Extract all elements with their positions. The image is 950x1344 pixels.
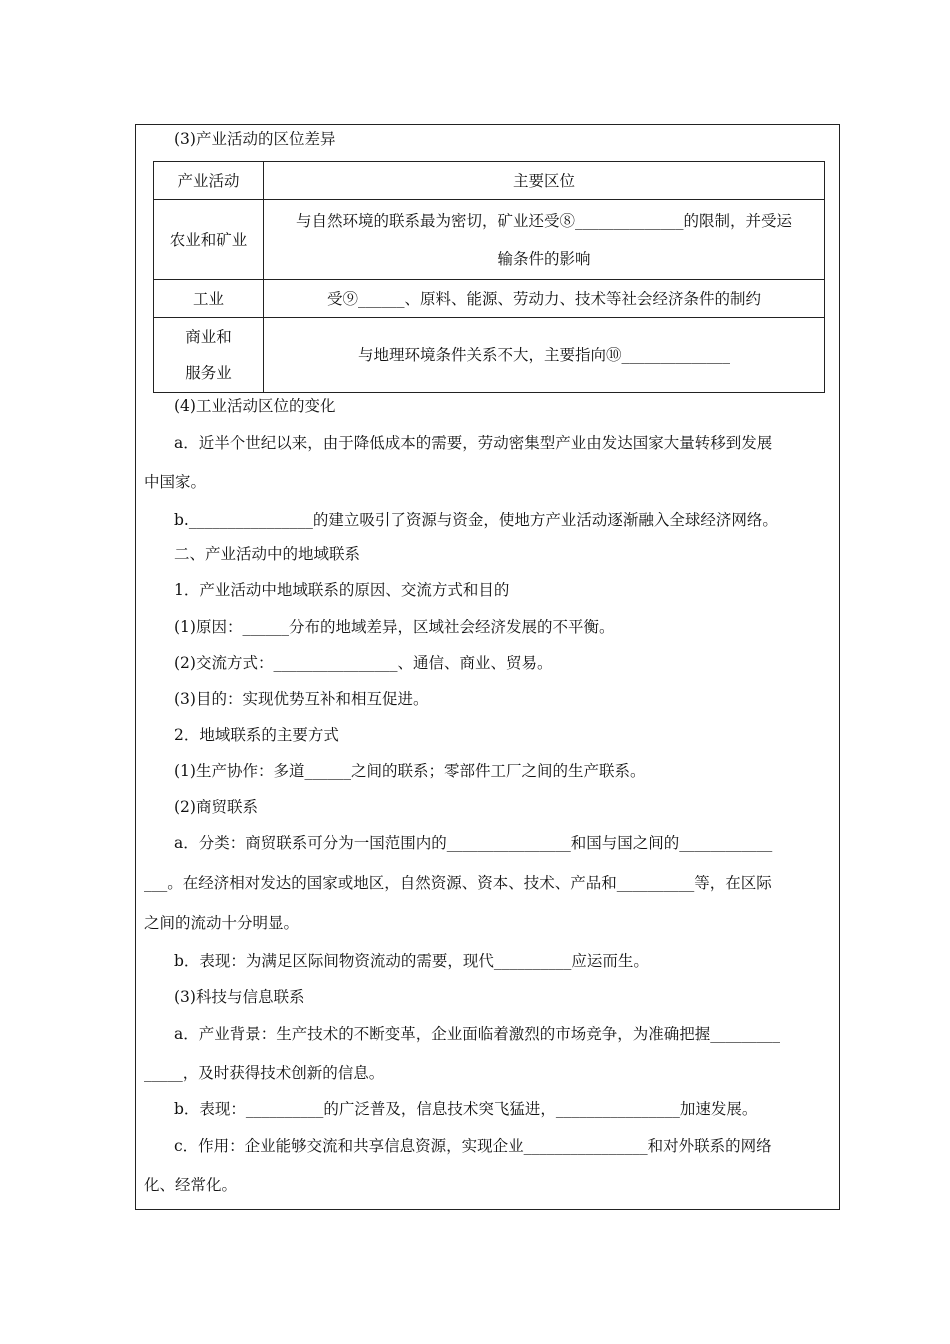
body-line: a．近半个世纪以来，由于降低成本的需要，劳动密集型产业由发达国家大量转移到发展 [174, 434, 773, 452]
location-agriculture [264, 200, 825, 280]
header-activity: 产业活动 [154, 162, 264, 200]
table-row-commerce [154, 318, 825, 393]
body-line: ___。在经济相对发达的国家或地区，自然资源、资本、技术、产品和__________等，在区际 [144, 874, 772, 892]
body-line: a．产业背景：生产技术的不断变革，企业面临着激烈的市场竞争，为准确把握_________ [174, 1025, 780, 1043]
activity-commerce-line1: 商业和 [185, 328, 232, 346]
subsection-heading: 2．地域联系的主要方式 [174, 726, 339, 744]
table-header-row [154, 162, 825, 200]
body-line: _____，及时获得技术创新的信息。 [144, 1064, 385, 1082]
body-line: 化、经常化。 [144, 1176, 238, 1194]
location-industry: 受⑨______、原料、能源、劳动力、技术等社会经济条件的制约 [264, 280, 825, 318]
activity-agriculture: 农业和矿业 [154, 200, 264, 280]
body-line: (2)交流方式：________________、通信、商业、贸易。 [174, 654, 553, 672]
body-line: b．表现：__________的广泛普及，信息技术突飞猛进，________________加速发展。 [174, 1100, 758, 1118]
location-commerce: 与地理环境条件关系不大，主要指向⑩______________ [264, 318, 825, 393]
table-row-agriculture [154, 200, 825, 280]
body-line: (1)生产协作：多道______之间的联系；零部件工厂之间的生产联系。 [174, 762, 646, 780]
body-line: 之间的流动十分明显。 [144, 914, 300, 932]
content-frame [135, 124, 840, 1210]
location-agriculture-line2: 输条件的影响 [497, 249, 591, 268]
body-line: b．表现：为满足区际间物资流动的需要，现代__________应运而生。 [174, 952, 649, 970]
industry-location-table [153, 161, 825, 393]
body-line: c．作用：企业能够交流和共享信息资源，实现企业________________和对外联系的网络 [174, 1137, 772, 1155]
body-line: (3)目的：实现优势互补和相互促进。 [174, 690, 429, 708]
table-caption: (3)产业活动的区位差异 [174, 130, 336, 148]
activity-commerce [154, 318, 264, 393]
activity-commerce-line2: 服务业 [185, 364, 232, 382]
location-agriculture-line1: 与自然环境的联系最为密切，矿业还受⑧______________的限制，并受运 [295, 211, 792, 230]
body-line: a．分类：商贸联系可分为一国范围内的________________和国与国之间的____________ [174, 834, 773, 852]
body-line: (2)商贸联系 [174, 798, 258, 816]
body-line: (1)原因：______分布的地域差异，区域社会经济发展的不平衡。 [174, 618, 615, 636]
section-heading: 二、产业活动中的地域联系 [174, 545, 361, 563]
header-location: 主要区位 [264, 162, 825, 200]
table-row-industry [154, 280, 825, 318]
body-line: (3)科技与信息联系 [174, 988, 305, 1006]
body-line: (4)工业活动区位的变化 [174, 397, 336, 415]
body-line: 中国家。 [144, 473, 207, 491]
subsection-heading: 1．产业活动中地域联系的原因、交流方式和目的 [174, 581, 510, 599]
body-line: b.________________的建立吸引了资源与资金，使地方产业活动逐渐融入全球经济网络。 [174, 511, 778, 529]
activity-industry: 工业 [154, 280, 264, 318]
